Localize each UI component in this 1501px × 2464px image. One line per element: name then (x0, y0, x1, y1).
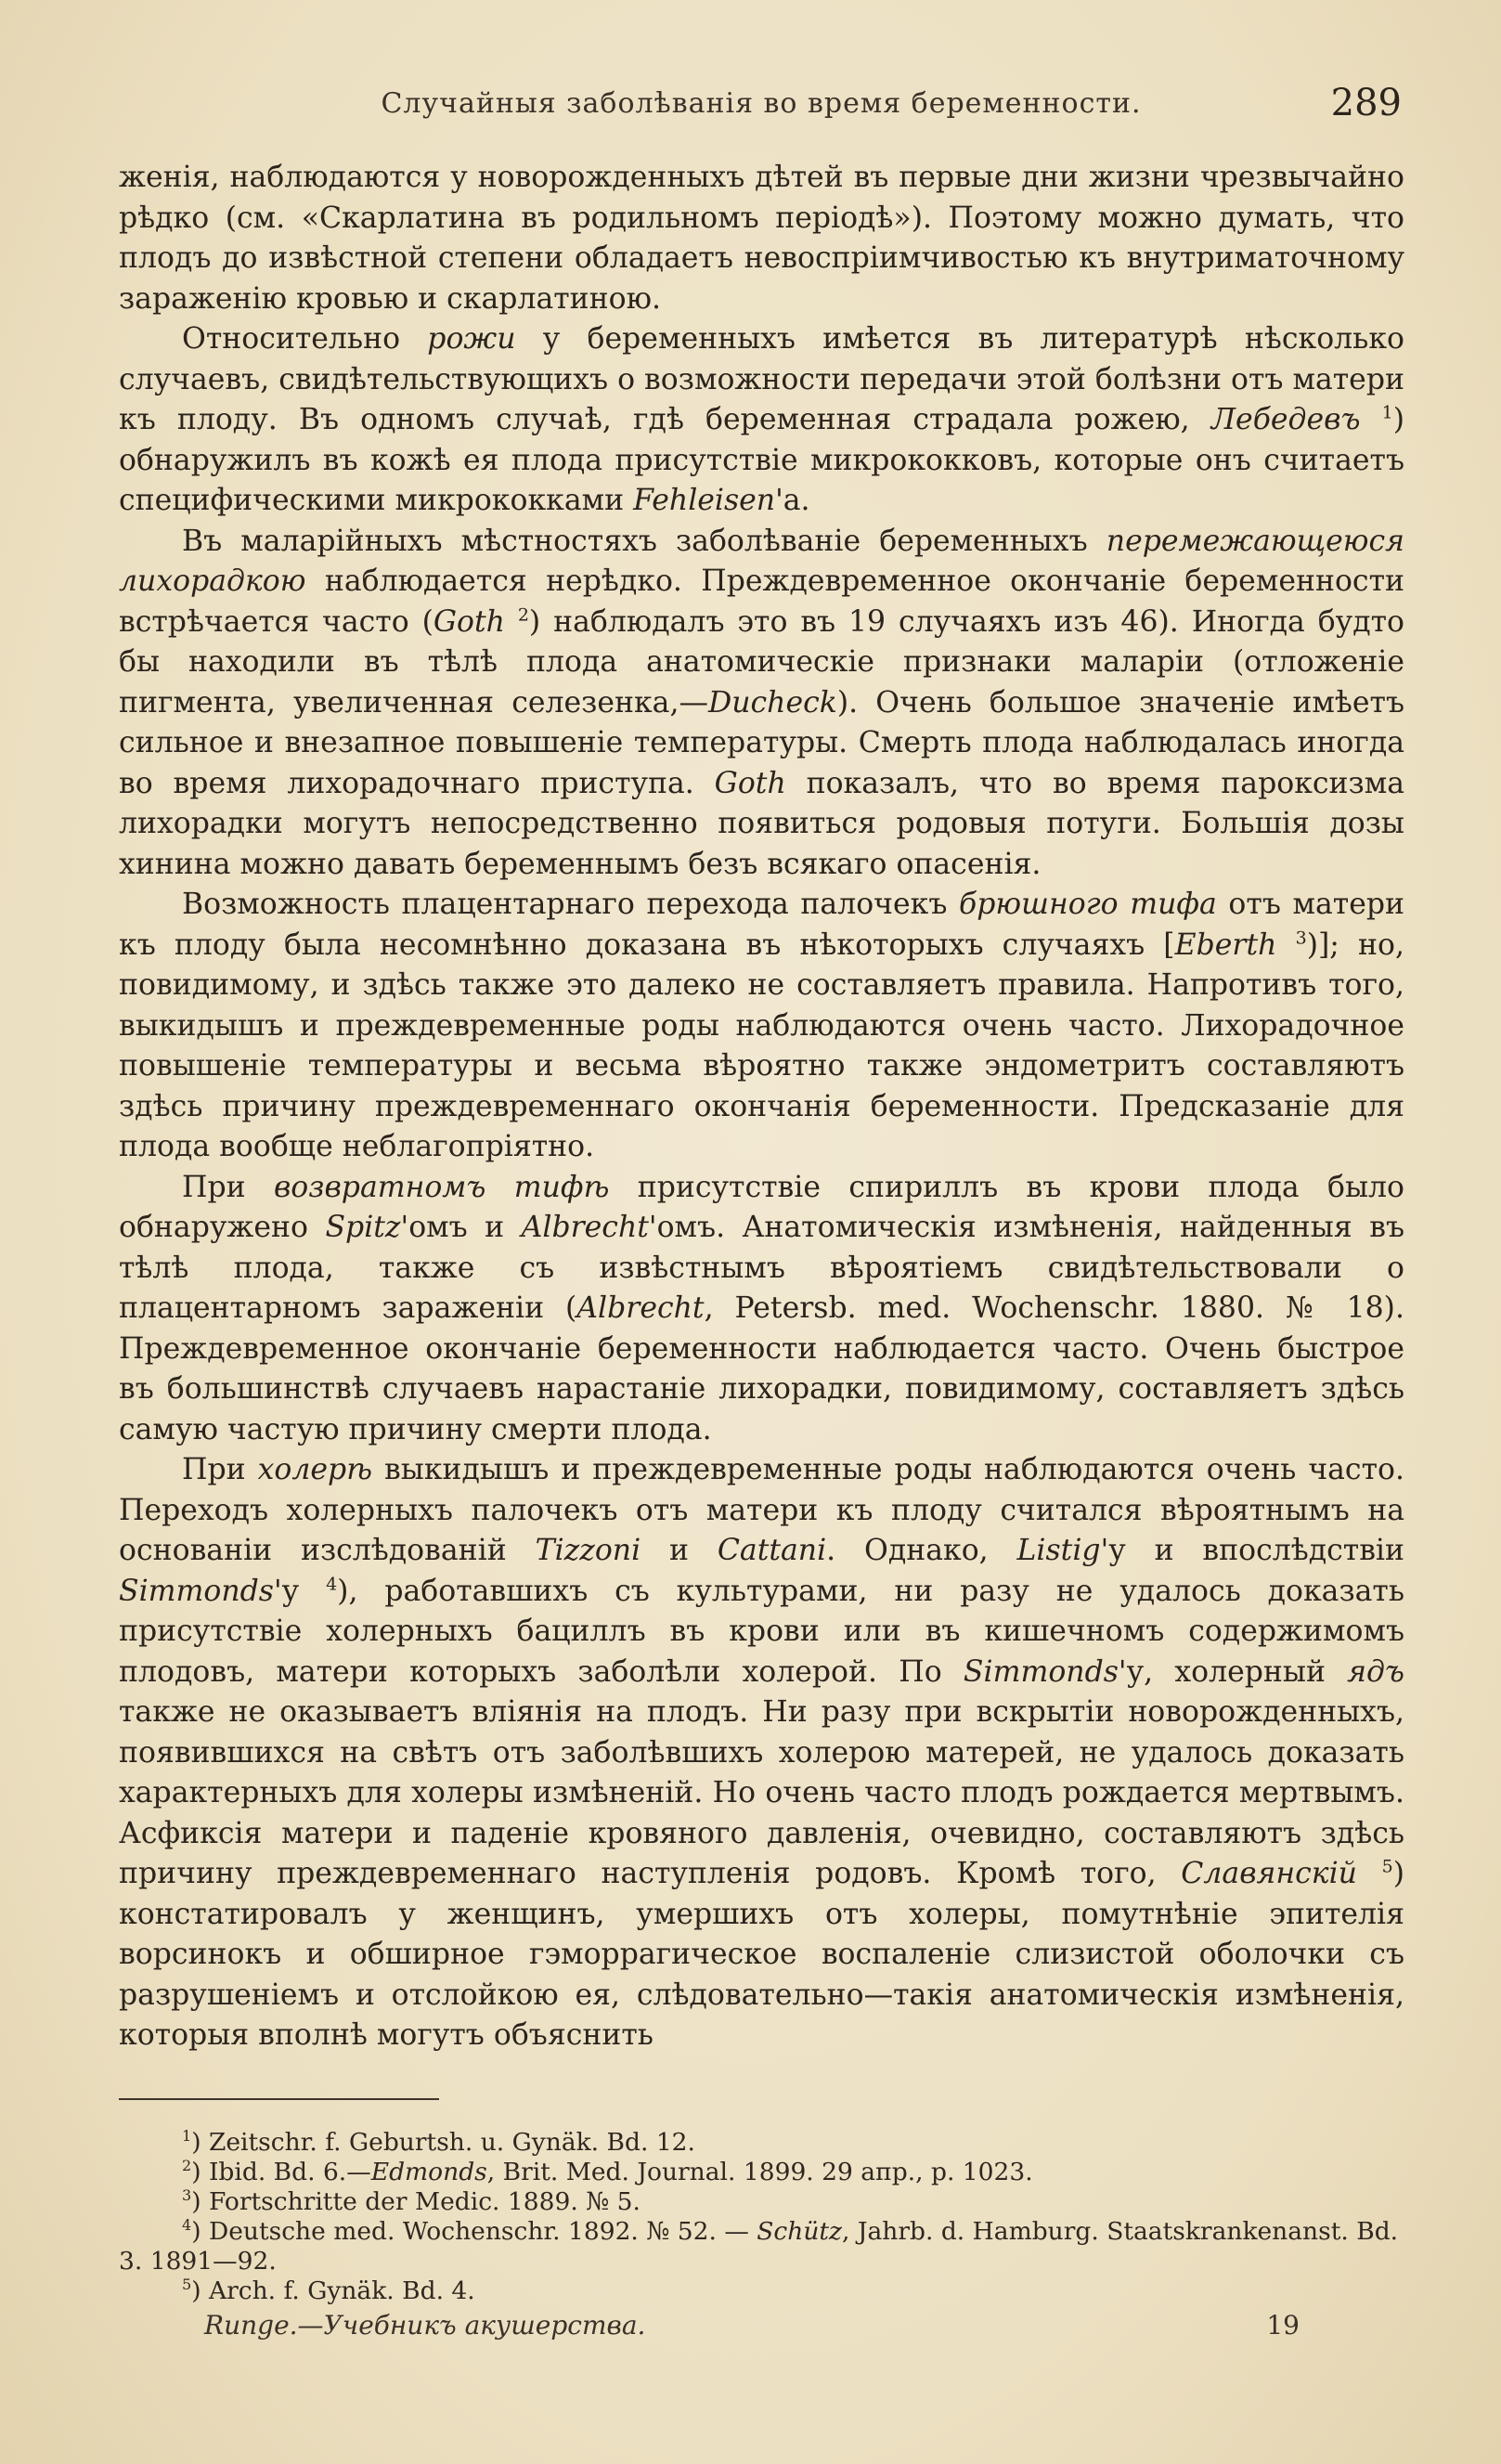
page-number: 289 (1330, 82, 1402, 124)
paragraph: Въ маларійныхъ мѣстностяхъ заболѣваніе беременныхъ перемежающеюся лихорадкою наблюдается нерѣдко. Преждевременное окончаніе беременности встрѣчается часто (Goth $^2$) наблюдалъ это въ 19 случаяхъ изъ 46). Иногда будто бы находили въ тѣлѣ плода анатомическіе признаки маларіи (отложеніе пигмента, увеличенная селезенка,—Ducheck). Очень большое значеніе имѣетъ сильное и внезапное повышеніе температуры. Смерть плода наблюдалась иногда во время лихорадочнаго приступа. Goth показалъ, что во время пароксизма лихорадки могутъ непосредственно появиться родовыя потуги. Большія дозы хинина можно давать беременнымъ безъ всякаго опасенія. (119, 524, 1404, 881)
footnote: $^5$) Arch. f. Gynäk. Bd. 4. (182, 2276, 475, 2305)
paragraph: Возможность плацентарнаго перехода палочекъ брюшного тифа отъ матери къ плоду была несомнѣнно доказана въ нѣкоторыхъ случаяхъ [Eberth $^3$)]; но, повидимому, и здѣсь также это далеко не составляетъ правила. Напротивъ того, выкидышъ и преждевременные роды наблюдаются очень часто. Лихорадочное повышеніе температуры и весьма вѣроятно также эндометритъ составляютъ здѣсь причину преждевременнаго окончанія беременности. Предсказаніе для плода вообще неблагопріятно. (119, 888, 1405, 1163)
footnotes (119, 2128, 1404, 2306)
footnote: $^1$) Zeitschr. f. Geburtsh. u. Gynäk. Bd. 12. (182, 2127, 695, 2157)
footer-book-title: Runge.—Учебникъ акушерства. (204, 2310, 646, 2341)
footnote: $^3$) Fortschritte der Medic. 1889. № 5. (182, 2186, 641, 2216)
page-header (121, 82, 1402, 128)
paragraph: При возвратномъ тифѣ присутствіе спириллъ въ крови плода было обнаружено Spitz'омъ и Albrecht'омъ. Анатомическія измѣненія, найденныя въ тѣлѣ плода, также съ извѣстнымъ вѣроятіемъ свидѣтельствовали о плацентарномъ зараженіи (Albrecht, Petersb. med. Wochenschr. 1880. № 18). Преждевременное окончаніе беременности наблюдается часто. Очень быстрое въ большинствѣ случаевъ нарастаніе лихорадки, повидимому, составляетъ здѣсь самую частую причину смерти плода. (119, 1170, 1404, 1446)
paragraph: Относительно рожи у беременныхъ имѣется въ литературѣ нѣсколько случаевъ, свидѣтельствующихъ о возможности передачи этой болѣзни отъ матери къ плоду. Въ одномъ случаѣ, гдѣ беременная страдала рожею, Лебедевъ $^1$) обнаружилъ въ кожѣ ея плода присутствіе микрококковъ, которые онъ считаетъ специфическими микрококками Fehleisen'а. (119, 322, 1405, 517)
body-text (119, 158, 1404, 2056)
page-footer (204, 2310, 1300, 2341)
footnote-divider (119, 2098, 439, 2100)
footnote: $^2$) Ibid. Bd. 6.—Edmonds, Brit. Med. Journal. 1899. 29 апр., p. 1023. (182, 2157, 1033, 2186)
running-title: Случайныя заболѣванія во время беременности. (381, 87, 1142, 120)
paragraph: При холерѣ выкидышъ и преждевременные роды наблюдаются очень часто. Переходъ холерныхъ палочекъ отъ матери къ плоду считался вѣроятнымъ на основаніи изслѣдованій Tizzoni и Cattani. Однако, Listig'у и впослѣдствіи Simmonds'у $^4$), работавшихъ съ культурами, ни разу не удалось доказать присутствіе холерныхъ бациллъ въ крови или въ кишечномъ содержимомъ плодовъ, матери которыхъ заболѣли холерой. По Simmonds'у, холерный ядъ также не оказываетъ вліянія на плодъ. Ни разу при вскрытіи новорожденныхъ, появившихся на свѣтъ отъ заболѣвшихъ холерою матерей, не удалось доказать характерныхъ для холеры измѣненій. Но очень часто плодъ рождается мертвымъ. Асфиксія матери и паденіе кровяного давленія, очевидно, составляютъ здѣсь причину преждевременнаго наступленія родовъ. Кромѣ того, Славянскій $^5$) констатировалъ у женщинъ, умершихъ отъ холеры, помутнѣніе эпителія ворсинокъ и обширное гэморрагическое воспаленіе слизистой оболочки съ разрушеніемъ и отслойкою ея, слѣдовательно—такія анатомическія измѣненія, которыя вполнѣ могутъ объяснить (119, 1453, 1405, 2052)
footnote: $^4$) Deutsche med. Wochenschr. 1892. № 52. — Schütz, Jahrb. d. Hamburg. Staatskrankenanst. Bd. 3. 1891—92. (119, 2216, 1399, 2276)
paragraph: женія, наблюдаются у новорожденныхъ дѣтей въ первые дни жизни чрезвычайно рѣдко (см. «Скарлатина въ родильномъ періодѣ»). Поэтому можно думать, что плодъ до извѣстной степени обладаетъ невоспріимчивостью къ внутриматочному зараженію кровью и скарлатиною. (119, 161, 1404, 316)
signature-mark: 19 (1266, 2310, 1300, 2341)
